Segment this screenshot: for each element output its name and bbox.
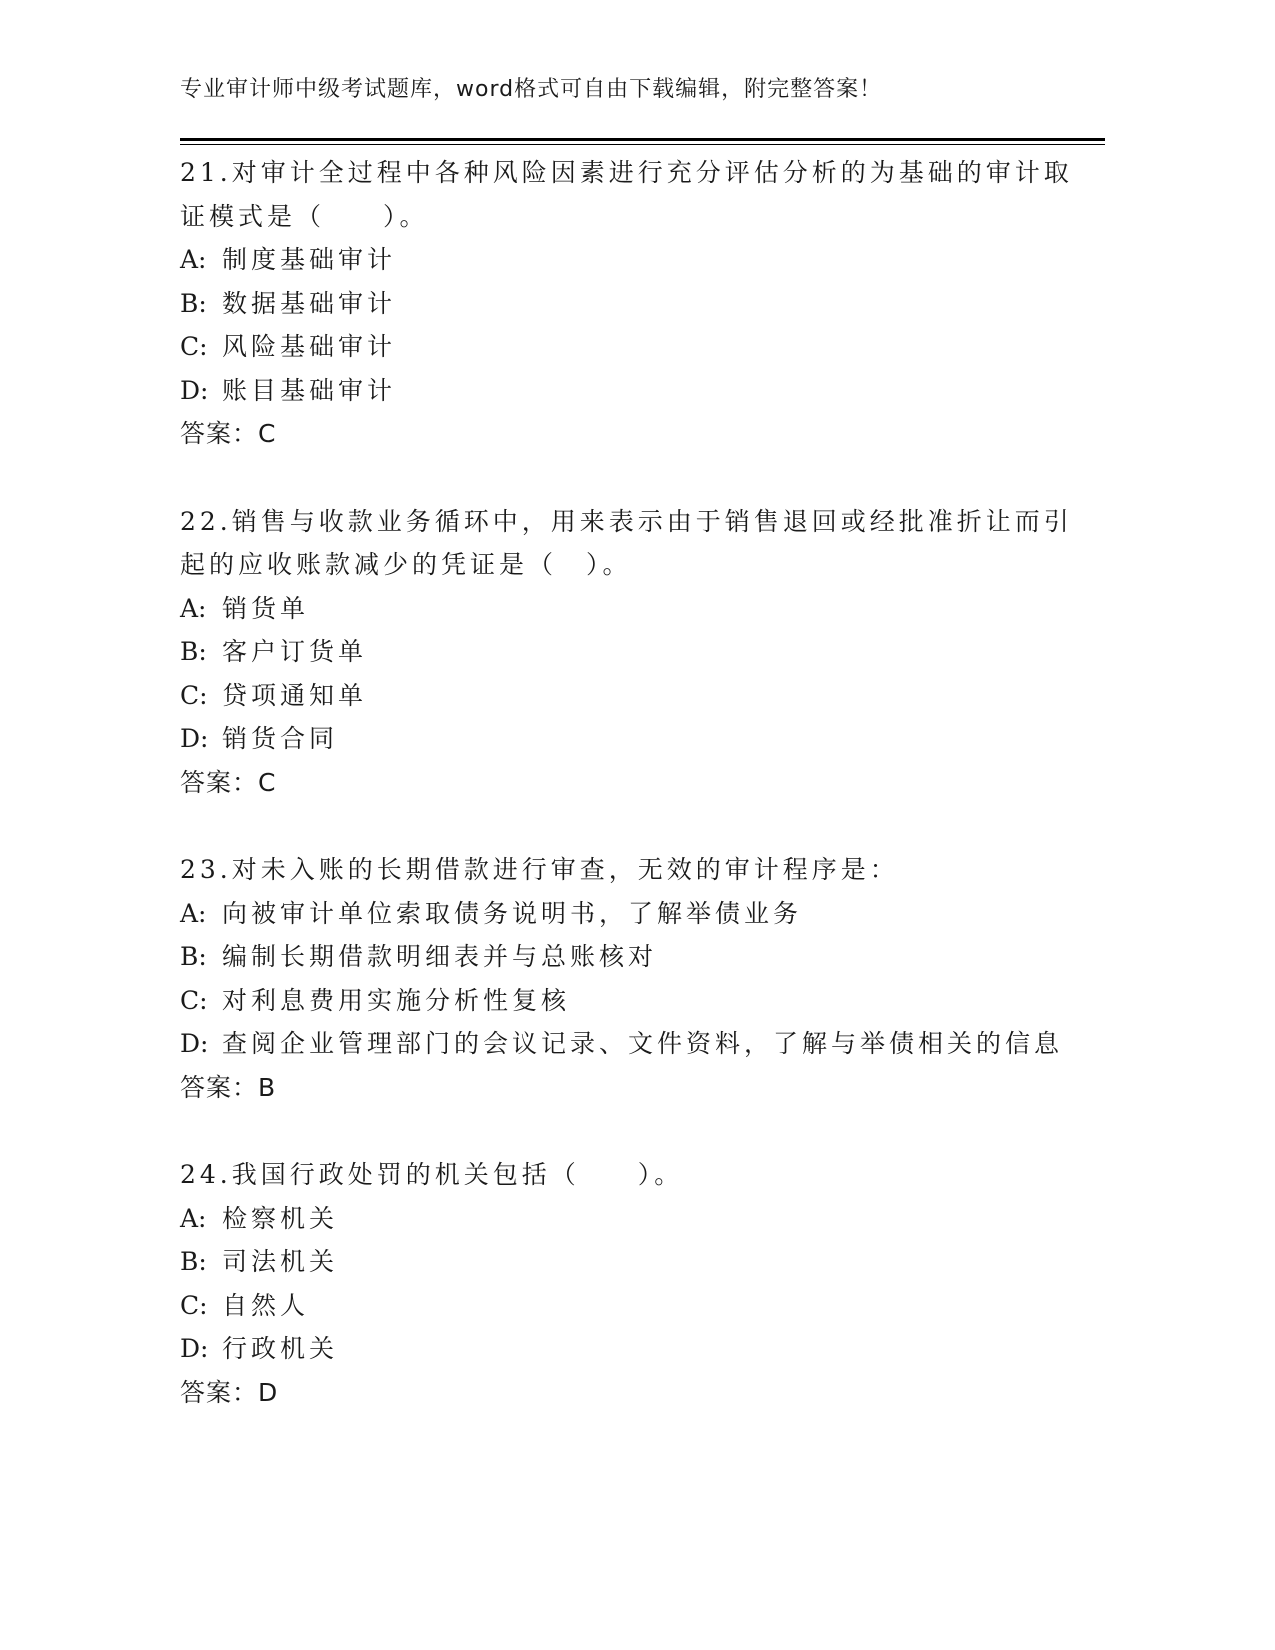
option-text: 对利息费用实施分析性复核 <box>222 985 571 1015</box>
option-label: A: <box>180 898 207 928</box>
option-b <box>180 282 1040 326</box>
option-text: 编制长期借款明细表并与总账核对 <box>222 942 658 971</box>
question-24 <box>180 1153 1040 1414</box>
option-text: 贷项通知单 <box>222 680 368 710</box>
question-stem: 22.销售与收款业务循环中，用来表示由于销售退回或经批准折让而引 <box>180 506 1073 536</box>
question-21 <box>180 151 1073 456</box>
option-label: B: <box>180 1247 207 1276</box>
answer: 答案：C <box>180 419 277 448</box>
header-rule-thick <box>180 138 1105 141</box>
option-label: A: <box>180 593 207 623</box>
option-a <box>180 1197 1040 1241</box>
option-text: 行政机关 <box>222 1334 339 1363</box>
option-label: C: <box>180 332 208 361</box>
option-d <box>180 1327 1040 1371</box>
option-text: 制度基础审计 <box>222 245 397 274</box>
option-text: 销货单 <box>222 593 310 623</box>
question-stem: 21.对审计全过程中各种风险因素进行充分评估分析的为基础的审计取 <box>180 158 1073 187</box>
option-b <box>180 630 1040 674</box>
option-text: 查阅企业管理部门的会议记录、文件资料，了解与举债相关的信息 <box>222 1029 1064 1058</box>
question-stem: 24.我国行政处罚的机关包括（ ）。 <box>180 1160 684 1189</box>
option-label: D: <box>180 375 209 405</box>
option-label: C: <box>180 680 208 710</box>
option-c <box>180 674 1040 718</box>
option-a <box>180 892 1040 936</box>
question-stem: 23.对未入账的长期借款进行审查，无效的审计程序是： <box>180 855 899 884</box>
option-text: 司法机关 <box>222 1247 339 1276</box>
option-b <box>180 1240 1040 1284</box>
question-stem: 证模式是（ ）。 <box>180 201 429 231</box>
question-list <box>180 151 1073 1414</box>
answer: 答案：C <box>180 767 277 797</box>
option-label: D: <box>180 1334 209 1363</box>
question-22 <box>180 500 1073 805</box>
option-a <box>180 587 1040 631</box>
option-label: A: <box>180 245 207 274</box>
option-a <box>180 238 1040 282</box>
question-stem: 起的应收账款减少的凭证是（ ）。 <box>180 550 632 579</box>
option-label: C: <box>180 985 208 1015</box>
answer: 答案：B <box>180 1072 277 1102</box>
option-label: B: <box>180 637 207 666</box>
option-text: 销货合同 <box>222 724 339 753</box>
question-23 <box>180 848 1064 1109</box>
option-d <box>180 717 1040 761</box>
option-c <box>180 325 1040 369</box>
option-d <box>180 1022 1064 1066</box>
option-label: C: <box>180 1290 208 1320</box>
answer: 答案：D <box>180 1377 279 1407</box>
option-text: 向被审计单位索取债务说明书，了解举债业务 <box>222 898 803 928</box>
option-c <box>180 1284 1040 1328</box>
option-text: 账目基础审计 <box>222 375 397 405</box>
option-d <box>180 369 1040 413</box>
option-label: D: <box>180 724 209 753</box>
option-label: B: <box>180 288 207 318</box>
option-text: 风险基础审计 <box>222 332 397 361</box>
header-rule-thin <box>180 144 1105 145</box>
option-label: D: <box>180 1029 209 1058</box>
option-text: 检察机关 <box>222 1203 339 1233</box>
option-b <box>180 935 1040 979</box>
option-text: 自然人 <box>222 1290 310 1320</box>
option-label: A: <box>180 1203 207 1233</box>
option-label: B: <box>180 942 207 971</box>
option-text: 客户订货单 <box>222 637 368 666</box>
option-text: 数据基础审计 <box>222 288 397 318</box>
page-header: 专业审计师中级考试题库，word格式可自由下载编辑，附完整答案！ <box>180 77 883 102</box>
option-c <box>180 979 1040 1023</box>
